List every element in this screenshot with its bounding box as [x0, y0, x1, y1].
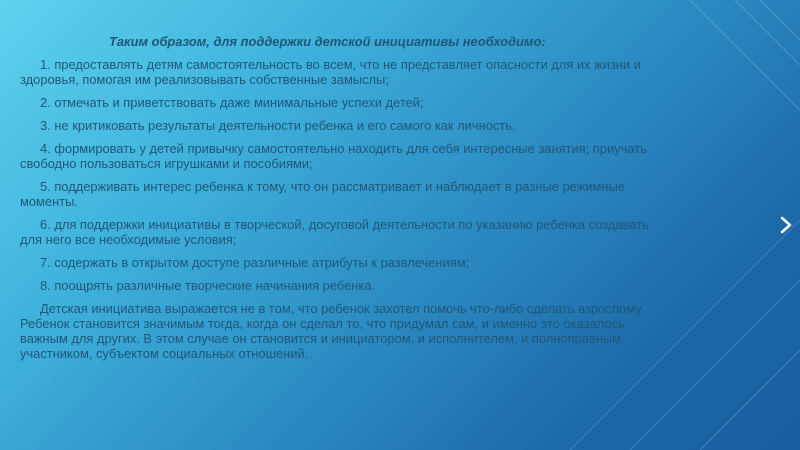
- paragraph-4: 4. формировать у детей привычку самостоятельно находить для себя интересные занятия; приучать свободно пользоваться игрушками и пособиями;: [20, 141, 647, 171]
- paragraph-2: 2. отмечать и приветствовать даже минимальные успехи детей;: [40, 95, 424, 110]
- paragraph-8: 8. поощрять различные творческие начинания ребенка.: [40, 278, 376, 293]
- paragraph-5: 5. поддерживать интерес ребенка к тому, что он рассматривает и наблюдает в разные режимные моменты.: [20, 179, 625, 209]
- paragraph-3: 3. не критиковать результаты деятельности ребенка и его самого как личность.: [40, 118, 516, 133]
- chevron-right-icon[interactable]: [779, 216, 793, 234]
- paragraph-1: 1. предоставлять детям самостоятельность во всем, что не представляет опасности для их жизни и здоровья, помогая им реализовывать собственные замыслы;: [20, 57, 641, 87]
- paragraph-conclusion: Детская инициатива выражается не в том, что ребенок захотел помочь что-либо сделать взрослому. Ребенок становится значимым тогда, когда он сделал то, что придумал сам, и именно это оказалось важным для других. В этом случае он становится и инициатором, и исполнителем, и полноправным участником, субъектом социальных отношений.: [20, 301, 645, 361]
- paragraph-7: 7. содержать в открытом доступе различные атрибуты к развлечениям;: [40, 255, 470, 270]
- slide-title: Таким образом, для поддержки детской инициативы необходимо:: [109, 34, 546, 49]
- paragraph-6: 6. для поддержки инициативы в творческой, досуговой деятельности по указанию ребенка создавать для него все необходимые условия;: [20, 217, 649, 247]
- slide-content: [20, 34, 672, 369]
